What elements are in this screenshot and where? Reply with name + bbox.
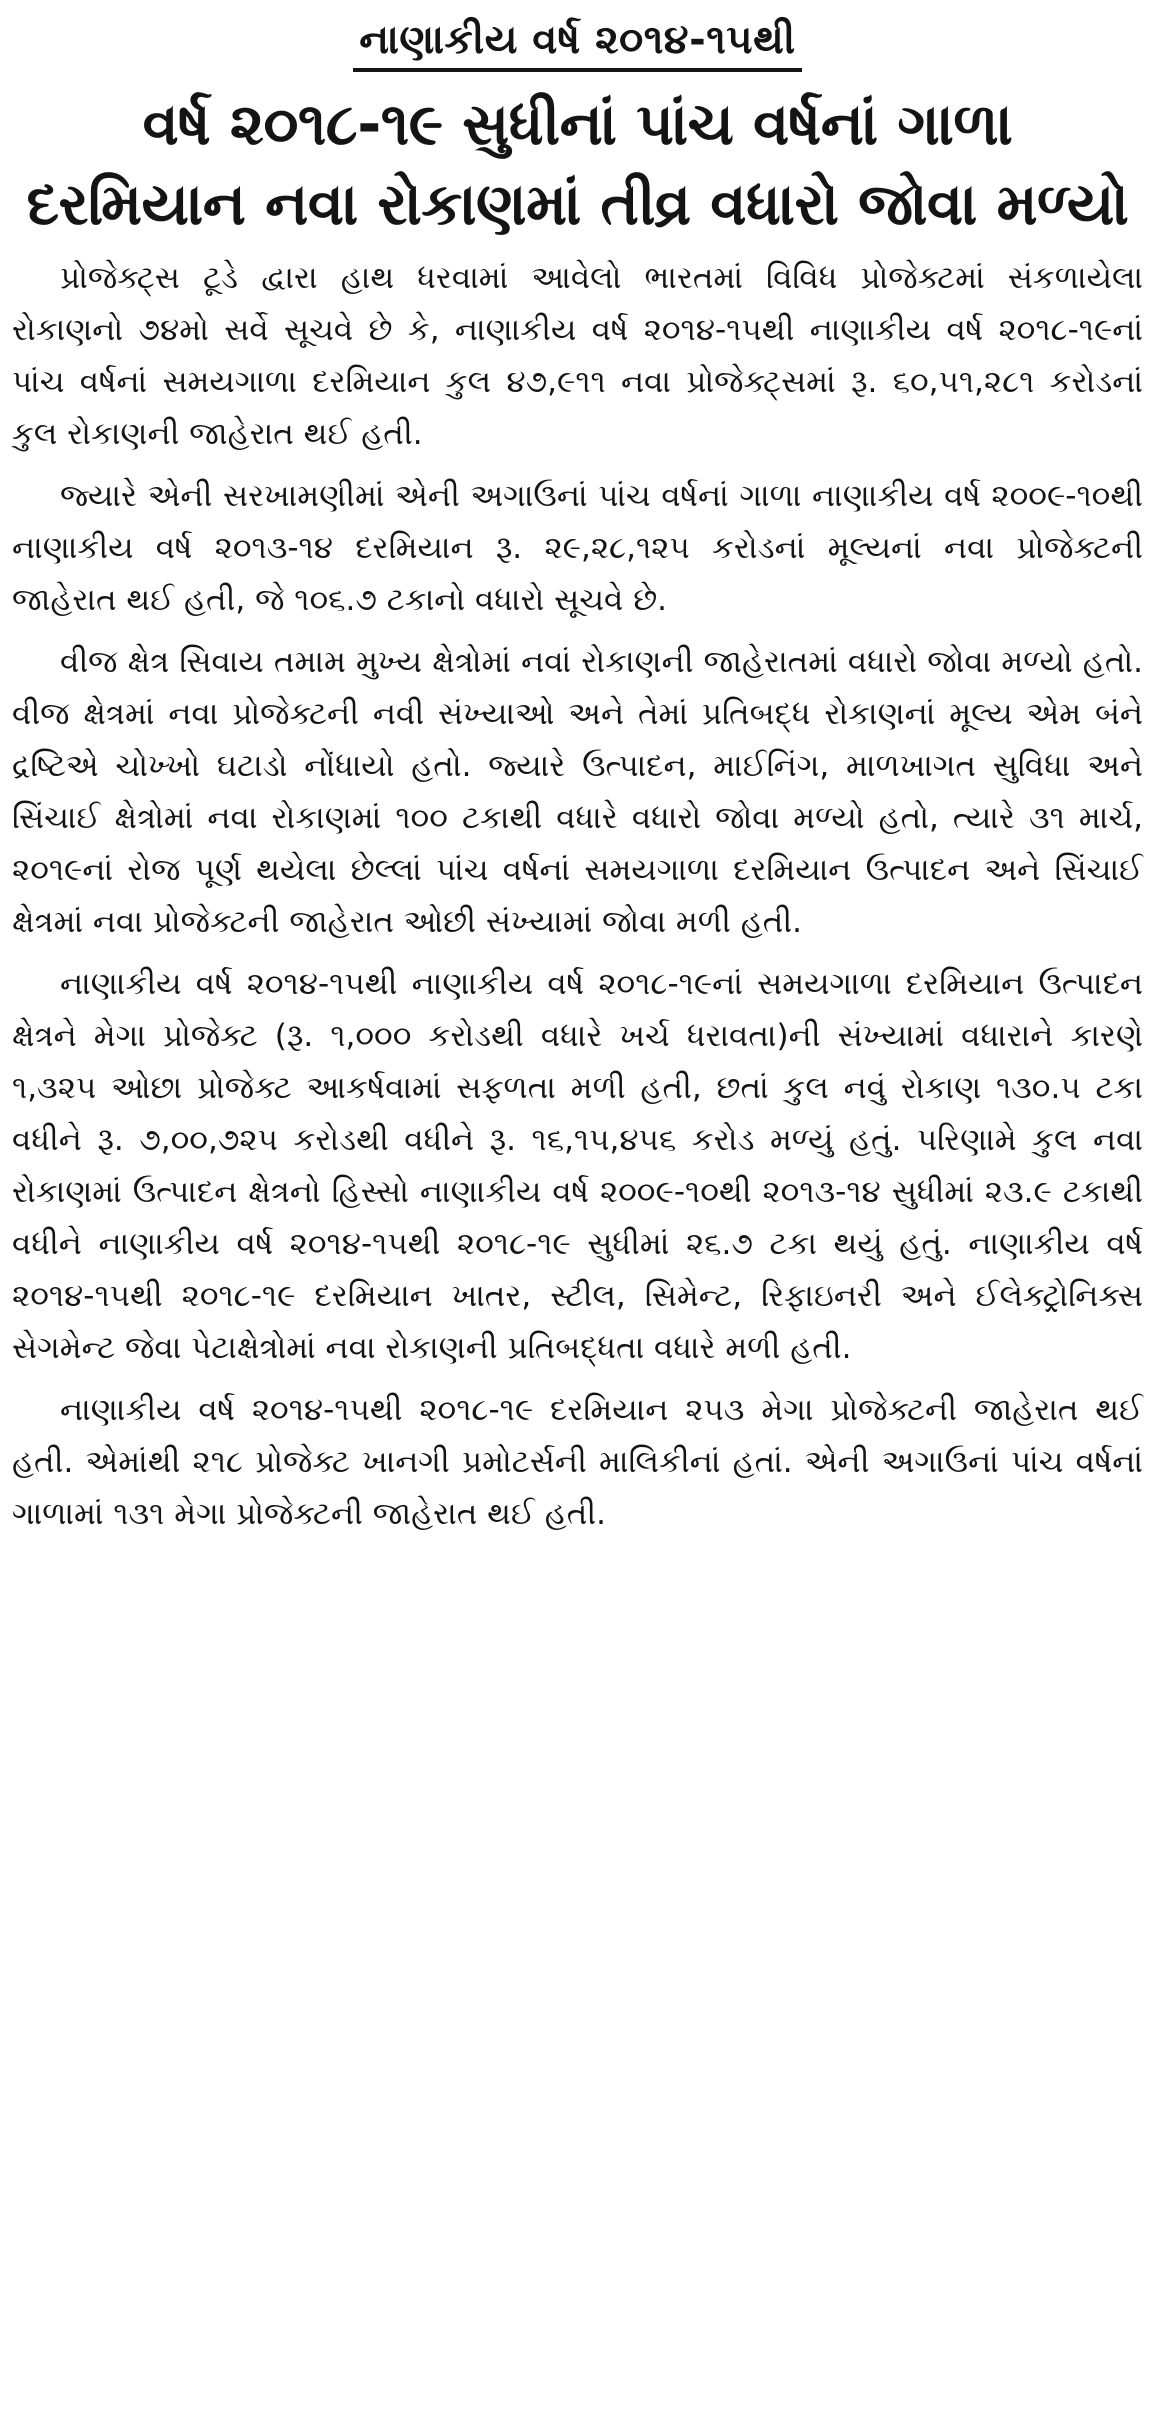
article-body [12, 252, 1143, 1540]
paragraph-5: નાણાકીય વર્ષ ૨૦૧૪-૧૫થી ૨૦૧૮-૧૯ દરમિયાન ૨૫૩ મેગા પ્રોજેક્ટની જાહેરાત થઈ હતી. એમાંથી ૨૧૮ પ્રોજેક્ટ ખાનગી પ્રમોટર્સની માલિકીનાં હતાં. એની અગાઉનાં પાંચ વર્ષનાં ગાળામાં ૧૩૧ મેગા પ્રોજેક્ટની જાહેરાત થઈ હતી. [12, 1392, 1143, 1532]
paragraph-2: જ્યારે એની સરખામણીમાં એની અગાઉનાં પાંચ વર્ષનાં ગાળા નાણાકીય વર્ષ ૨૦૦૯-૧૦થી નાણાકીય વર્ષ ૨૦૧૩-૧૪ દરમિયાન રૂ. ૨૯,૨૮,૧૨૫ કરોડનાં મૂલ્યનાં નવા પ્રોજેક્ટની જાહેરાત થઈ હતી, જે ૧૦૬.૭ ટકાનો વધારો સૂચવે છે. [12, 478, 1143, 618]
paragraph-3: વીજ ક્ષેત્ર સિવાય તમામ મુખ્ય ક્ષેત્રોમાં નવાં રોકાણની જાહેરાતમાં વધારો જોવા મળ્યો હતો. વીજ ક્ષેત્રમાં નવા પ્રોજેક્ટની નવી સંખ્યાઓ અને તેમાં પ્રતિબદ્ધ રોકાણનાં મૂલ્ય એમ બંને દ્રષ્ટિએ ચોખ્ખો ઘટાડો નોંધાયો હતો. જ્યારે ઉત્પાદન, માઈનિંગ, માળખાગત સુવિધા અને સિંચાઈ ક્ષેત્રોમાં નવા રોકાણમાં ૧૦૦ ટકાથી વધારે વધારો જોવા મળ્યો હતો, ત્યારે ૩૧ માર્ચ, ૨૦૧૯નાં રોજ પૂર્ણ થયેલા છેલ્લાં પાંચ વર્ષનાં સમયગાળા દરમિયાન ઉત્પાદન અને સિંચાઈ ક્ષેત્રમાં નવા પ્રોજેક્ટની જાહેરાત ઓછી સંખ્યામાં જોવા મળી હતી. [12, 644, 1143, 940]
paragraph-4: નાણાકીય વર્ષ ૨૦૧૪-૧૫થી નાણાકીય વર્ષ ૨૦૧૮-૧૯નાં સમયગાળા દરમિયાન ઉત્પાદન ક્ષેત્રને મેગા પ્રોજેક્ટ (રૂ. ૧,૦૦૦ કરોડથી વધારે ખર્ચ ધરાવતા)ની સંખ્યામાં વધારાને કારણે ૧,૩૨૫ ઓછા પ્રોજેક્ટ આકર્ષવામાં સફળતા મળી હતી, છતાં કુલ નવું રોકાણ ૧૩૦.૫ ટકા વધીને રૂ. ૭,૦૦,૭૨૫ કરોડથી વધીને રૂ. ૧૬,૧૫,૪૫૬ કરોડ મળ્યું હતું. પરિણામે કુલ નવા રોકાણમાં ઉત્પાદન ક્ષેત્રનો હિસ્સો નાણાકીય વર્ષ ૨૦૦૯-૧૦થી ૨૦૧૩-૧૪ સુધીમાં ૨૩.૯ ટકાથી વધીને નાણાકીય વર્ષ ૨૦૧૪-૧૫થી ૨૦૧૮-૧૯ સુધીમાં ૨૬.૭ ટકા થયું હતું. નાણાકીય વર્ષ ૨૦૧૪-૧૫થી ૨૦૧૮-૧૯ દરમિયાન ખાતર, સ્ટીલ, સિમેન્ટ, રિફાઇનરી અને ઈલેક્ટ્રોનિક્સ સેગમેન્ટ જેવા પેટાક્ષેત્રોમાં નવા રોકાણની પ્રતિબદ્ધતા વધારે મળી હતી. [12, 966, 1143, 1366]
headline-line-1: વર્ષ ૨૦૧૮-૧૯ સુધીનાં પાંચ વર્ષનાં ગાળા [142, 90, 1013, 158]
article-kicker: નાણાકીય વર્ષ ૨૦૧૪-૧૫થી [353, 14, 801, 72]
paragraph-1: પ્રોજેક્ટ્સ ટૂડે દ્વારા હાથ ધરવામાં આવેલો ભારતમાં વિવિધ પ્રોજેક્ટમાં સંકળાયેલા રોકાણનો ૭૪મો સર્વે સૂચવે છે કે, નાણાકીય વર્ષ ૨૦૧૪-૧૫થી નાણાકીય વર્ષ ૨૦૧૮-૧૯નાં પાંચ વર્ષનાં સમયગાળા દરમિયાન કુલ ૪૭,૯૧૧ નવા પ્રોજેક્ટ્સમાં રૂ. ૬૦,૫૧,૨૮૧ કરોડનાં કુલ રોકાણની જાહેરાત થઈ હતી. [12, 260, 1143, 452]
headline-line-2: દરમિયાન નવા રોકાણમાં તીવ્ર વધારો જોવા મળ્યો [26, 170, 1129, 238]
kicker-container [12, 0, 1143, 74]
article-headline [12, 84, 1143, 244]
